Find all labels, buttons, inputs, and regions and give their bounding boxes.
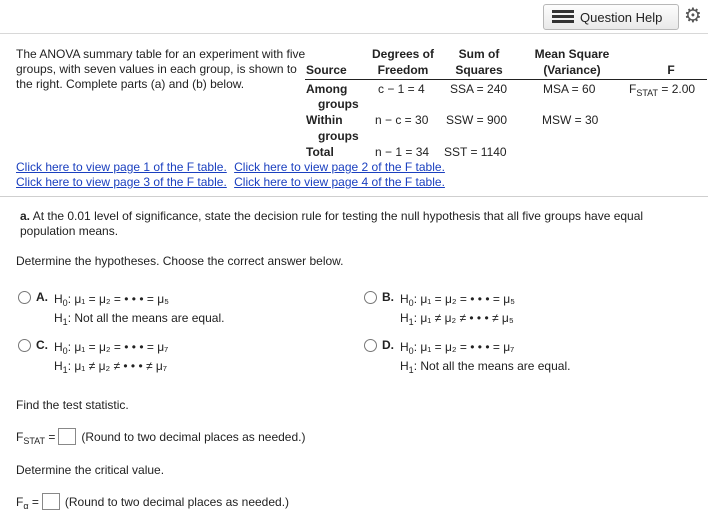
list-icon <box>552 10 574 24</box>
row-among-source-1: Among <box>306 82 348 96</box>
link-f-table-page-4[interactable]: Click here to view page 4 of the F table. <box>234 175 445 189</box>
row-within-ms: MSW = 30 <box>542 113 599 127</box>
choice-c-h1: : μ₁ ≠ μ₂ ≠ • • • ≠ μ₇ <box>67 359 167 373</box>
choice-c-h0: : μ₁ = μ₂ = • • • = μ₇ <box>67 340 169 354</box>
choice-b[interactable]: B. $H_0$: μ₁ = μ₂ = • • • = μ₅ $H_1$: μ₁ ≠ μ₂ ≠ • • • ≠ μ₅ <box>364 290 515 328</box>
table-rule <box>305 79 707 80</box>
row-among-ss: SSA = 240 <box>450 82 508 96</box>
header-ms-line1: Mean Square <box>534 47 610 61</box>
row-among-f: $F_{STAT} = 2.00$ <box>629 82 696 98</box>
choice-c[interactable]: C. $H_0$: μ₁ = μ₂ = • • • = μ₇ $H_1$: μ₁ ≠ μ₂ ≠ • • • ≠ μ₇ <box>18 338 168 376</box>
choice-d-h1: : Not all the means are equal. <box>413 359 571 373</box>
row-among-df: c − 1 = 4 <box>378 82 425 96</box>
section-divider <box>0 196 708 197</box>
link-f-table-page-3[interactable]: Click here to view page 3 of the F table. <box>16 175 227 189</box>
question-help-label: Question Help <box>580 9 663 25</box>
row-total-df: n − 1 = 34 <box>375 145 430 159</box>
part-a-prefix: a. <box>20 209 31 223</box>
row-within-source-2: groups <box>318 129 359 143</box>
fstat-row <box>16 428 306 445</box>
header-df-line2: Freedom <box>377 63 429 77</box>
row-within-ss: SSW = 900 <box>446 113 508 127</box>
fstat-label: $F_{STAT}$ = <box>16 429 56 446</box>
row-within-source-1: Within <box>306 113 343 127</box>
choice-d[interactable]: D. $H_0$: μ₁ = μ₂ = • • • = μ₇ $H_1$: Not all the means are equal. <box>364 338 570 376</box>
link-f-table-page-2[interactable]: Click here to view page 2 of the F table. <box>234 160 445 174</box>
part-a-text: At the 0.01 level of significance, state the decision rule for testing the null hypothesis that all five groups have equal population means. <box>20 209 644 238</box>
choice-c-letter: C. <box>36 338 48 352</box>
choice-a-letter: A. <box>36 290 48 304</box>
choice-b-h1: : μ₁ ≠ μ₂ ≠ • • • ≠ μ₅ <box>413 311 514 325</box>
link-f-table-page-1[interactable]: Click here to view page 1 of the F table. <box>16 160 227 174</box>
part-a-question <box>20 209 700 239</box>
falpha-input[interactable] <box>42 493 60 510</box>
falpha-round-note: (Round to two decimal places as needed.) <box>64 494 290 509</box>
determine-hypotheses-text: Determine the hypotheses. Choose the correct answer below. <box>16 254 344 268</box>
radio-choice-a[interactable] <box>18 291 31 304</box>
row-total-source: Total <box>306 145 334 159</box>
choice-d-h0: : μ₁ = μ₂ = • • • = μ₇ <box>413 340 515 354</box>
falpha-label: $F_\alpha$ = <box>16 494 39 511</box>
fstat-round-note: (Round to two decimal places as needed.) <box>81 429 306 444</box>
radio-choice-d[interactable] <box>364 339 377 352</box>
choice-a-h1: : Not all the means are equal. <box>67 311 225 325</box>
row-within-df: n − c = 30 <box>375 113 429 127</box>
row-total-ss: SST = 1140 <box>444 145 507 159</box>
row-among-ms: MSA = 60 <box>543 82 596 96</box>
gear-icon[interactable]: ⚙ <box>684 5 702 27</box>
f-table-links <box>16 160 449 190</box>
choice-d-letter: D. <box>382 338 394 352</box>
header-ss-line2: Squares <box>455 63 503 77</box>
header-source: Source <box>306 63 347 77</box>
top-bar <box>0 0 708 34</box>
choice-a[interactable]: A. $H_0$: μ₁ = μ₂ = • • • = μ₅ $H_1$: Not all the means are equal. <box>18 290 224 328</box>
radio-choice-b[interactable] <box>364 291 377 304</box>
choice-b-letter: B. <box>382 290 394 304</box>
header-df-line1: Degrees of <box>371 47 435 61</box>
header-ss-line1: Sum of <box>458 47 500 61</box>
question-help-button[interactable] <box>543 4 679 30</box>
choice-b-h0: : μ₁ = μ₂ = • • • = μ₅ <box>413 292 515 306</box>
intro-text: The ANOVA summary table for an experiment with five groups, with seven values in each group, is shown to the right. Complete parts (a) and (b) below. <box>16 47 306 91</box>
row-among-source-2: groups <box>318 97 359 111</box>
header-ms-line2: (Variance) <box>543 63 601 77</box>
radio-choice-c[interactable] <box>18 339 31 352</box>
determine-critical-value-text: Determine the critical value. <box>16 463 165 477</box>
find-test-statistic-text: Find the test statistic. <box>16 398 129 412</box>
falpha-row <box>16 493 289 510</box>
choice-a-h0: : μ₁ = μ₂ = • • • = μ₅ <box>67 292 169 306</box>
header-f: F <box>667 63 675 77</box>
fstat-input[interactable] <box>58 428 76 445</box>
